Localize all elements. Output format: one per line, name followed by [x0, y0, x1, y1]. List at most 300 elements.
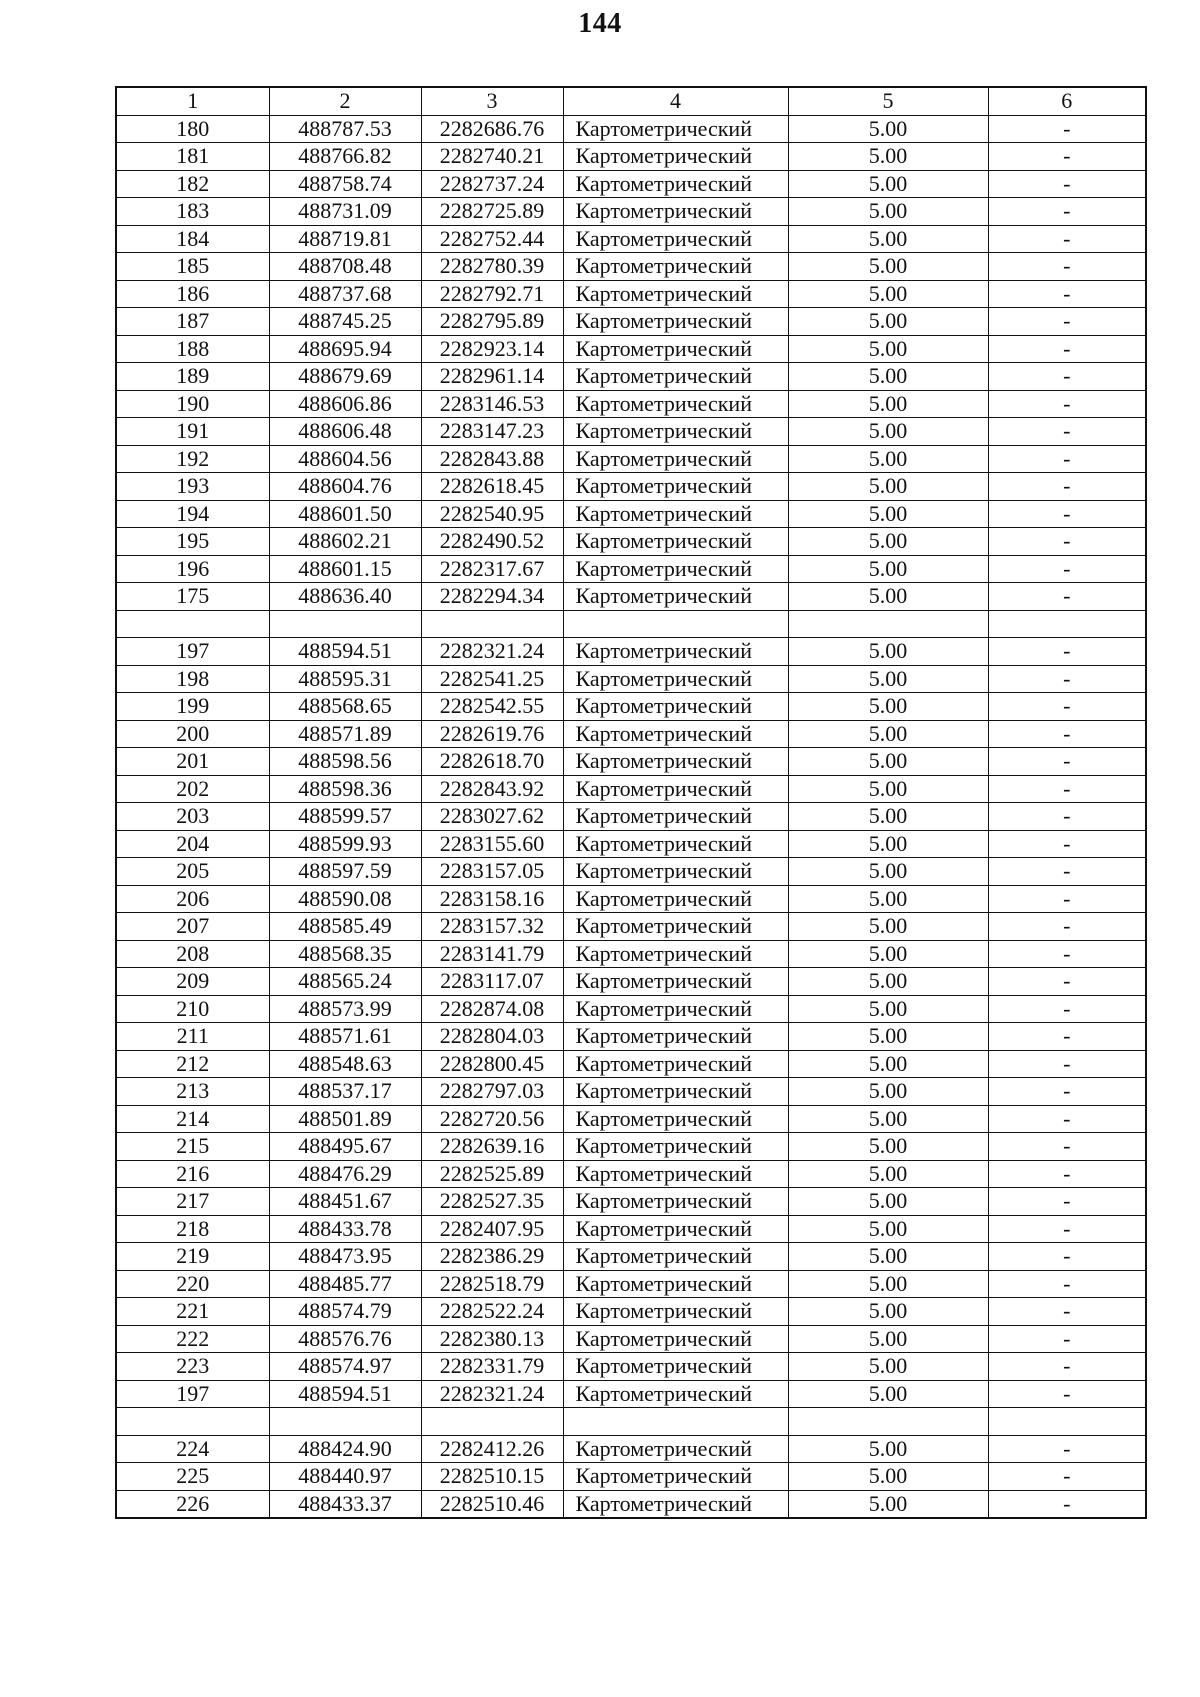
cell-note: - [988, 1078, 1146, 1106]
table-row [116, 335, 1146, 363]
cell-method [563, 1408, 788, 1436]
cell-method: Картометрический [563, 115, 788, 143]
cell-x-coordinate: 488476.29 [269, 1160, 421, 1188]
cell-method: Картометрический [563, 143, 788, 171]
cell-method: Картометрический [563, 1298, 788, 1326]
cell-note: - [988, 1160, 1146, 1188]
cell-x-coordinate: 488537.17 [269, 1078, 421, 1106]
table-row [116, 968, 1146, 996]
cell-method: Картометрический [563, 445, 788, 473]
cell-note: - [988, 803, 1146, 831]
cell-x-coordinate: 488731.09 [269, 198, 421, 226]
cell-method: Картометрический [563, 308, 788, 336]
table-row [116, 693, 1146, 721]
cell-note: - [988, 748, 1146, 776]
cell-note: - [988, 1133, 1146, 1161]
cell-method: Картометрический [563, 555, 788, 583]
table-row [116, 555, 1146, 583]
cell-point-number: 190 [116, 390, 269, 418]
cell-accuracy: 5.00 [788, 803, 988, 831]
cell-note: - [988, 1463, 1146, 1491]
header-cell-6: 6 [988, 87, 1146, 115]
cell-point-number: 225 [116, 1463, 269, 1491]
cell-x-coordinate: 488719.81 [269, 225, 421, 253]
header-cell-2: 2 [269, 87, 421, 115]
header-row [116, 87, 1146, 115]
cell-point-number: 207 [116, 913, 269, 941]
cell-y-coordinate: 2282386.29 [421, 1243, 563, 1271]
cell-accuracy: 5.00 [788, 748, 988, 776]
cell-note: - [988, 1380, 1146, 1408]
cell-x-coordinate: 488571.89 [269, 720, 421, 748]
cell-point-number: 196 [116, 555, 269, 583]
cell-method: Картометрический [563, 198, 788, 226]
cell-accuracy: 5.00 [788, 198, 988, 226]
cell-point-number: 212 [116, 1050, 269, 1078]
cell-x-coordinate: 488602.21 [269, 528, 421, 556]
cell-accuracy: 5.00 [788, 225, 988, 253]
cell-note: - [988, 1435, 1146, 1463]
table-row [116, 1435, 1146, 1463]
cell-x-coordinate: 488636.40 [269, 583, 421, 611]
table-row [116, 583, 1146, 611]
cell-y-coordinate: 2282542.55 [421, 693, 563, 721]
cell-x-coordinate: 488433.37 [269, 1490, 421, 1518]
cell-point-number: 217 [116, 1188, 269, 1216]
cell-accuracy: 5.00 [788, 1050, 988, 1078]
table-row [116, 1380, 1146, 1408]
cell-accuracy: 5.00 [788, 1023, 988, 1051]
cell-accuracy: 5.00 [788, 170, 988, 198]
cell-accuracy: 5.00 [788, 308, 988, 336]
cell-x-coordinate: 488787.53 [269, 115, 421, 143]
cell-y-coordinate: 2282804.03 [421, 1023, 563, 1051]
cell-y-coordinate: 2283146.53 [421, 390, 563, 418]
cell-method: Картометрический [563, 1188, 788, 1216]
cell-method: Картометрический [563, 665, 788, 693]
cell-x-coordinate: 488595.31 [269, 665, 421, 693]
cell-y-coordinate: 2283158.16 [421, 885, 563, 913]
cell-note: - [988, 1490, 1146, 1518]
table-row [116, 500, 1146, 528]
table-row [116, 913, 1146, 941]
cell-method: Картометрический [563, 913, 788, 941]
table-row [116, 363, 1146, 391]
cell-x-coordinate: 488548.63 [269, 1050, 421, 1078]
table-row [116, 1105, 1146, 1133]
cell-x-coordinate: 488737.68 [269, 280, 421, 308]
table-row [116, 1353, 1146, 1381]
cell-y-coordinate: 2282843.92 [421, 775, 563, 803]
cell-accuracy: 5.00 [788, 528, 988, 556]
cell-point-number [116, 1408, 269, 1436]
cell-note: - [988, 1050, 1146, 1078]
cell-y-coordinate: 2283027.62 [421, 803, 563, 831]
cell-y-coordinate: 2282800.45 [421, 1050, 563, 1078]
table-row [116, 775, 1146, 803]
cell-point-number: 226 [116, 1490, 269, 1518]
cell-accuracy: 5.00 [788, 1188, 988, 1216]
cell-method: Картометрический [563, 418, 788, 446]
cell-accuracy: 5.00 [788, 500, 988, 528]
page-number: 144 [578, 8, 622, 39]
cell-method: Картометрический [563, 693, 788, 721]
cell-method: Картометрический [563, 170, 788, 198]
cell-method: Картометрический [563, 528, 788, 556]
cell-y-coordinate: 2282737.24 [421, 170, 563, 198]
cell-point-number: 223 [116, 1353, 269, 1381]
cell-method: Картометрический [563, 583, 788, 611]
cell-accuracy: 5.00 [788, 858, 988, 886]
header-cell-1: 1 [116, 87, 269, 115]
table-header [116, 87, 1146, 115]
cell-note: - [988, 445, 1146, 473]
table-row [116, 885, 1146, 913]
cell-method: Картометрический [563, 363, 788, 391]
table-row [116, 280, 1146, 308]
cell-accuracy: 5.00 [788, 693, 988, 721]
table-row [116, 170, 1146, 198]
cell-method: Картометрический [563, 1023, 788, 1051]
cell-x-coordinate: 488695.94 [269, 335, 421, 363]
cell-point-number: 185 [116, 253, 269, 281]
cell-accuracy: 5.00 [788, 1353, 988, 1381]
coordinates-table [115, 86, 1147, 1519]
table-row [116, 720, 1146, 748]
cell-x-coordinate: 488758.74 [269, 170, 421, 198]
cell-accuracy: 5.00 [788, 1078, 988, 1106]
cell-note: - [988, 968, 1146, 996]
cell-x-coordinate: 488590.08 [269, 885, 421, 913]
cell-x-coordinate: 488598.36 [269, 775, 421, 803]
cell-x-coordinate: 488604.56 [269, 445, 421, 473]
cell-note: - [988, 858, 1146, 886]
cell-note: - [988, 775, 1146, 803]
cell-y-coordinate: 2283117.07 [421, 968, 563, 996]
cell-x-coordinate: 488573.99 [269, 995, 421, 1023]
cell-method: Картометрический [563, 280, 788, 308]
cell-x-coordinate: 488451.67 [269, 1188, 421, 1216]
cell-y-coordinate: 2282510.46 [421, 1490, 563, 1518]
table-row [116, 115, 1146, 143]
cell-x-coordinate: 488568.65 [269, 693, 421, 721]
cell-x-coordinate: 488594.51 [269, 638, 421, 666]
cell-point-number: 219 [116, 1243, 269, 1271]
cell-point-number: 175 [116, 583, 269, 611]
header-cell-3: 3 [421, 87, 563, 115]
table-row [116, 1078, 1146, 1106]
cell-y-coordinate: 2283157.32 [421, 913, 563, 941]
cell-x-coordinate: 488473.95 [269, 1243, 421, 1271]
cell-note: - [988, 390, 1146, 418]
cell-point-number: 213 [116, 1078, 269, 1106]
cell-x-coordinate: 488598.56 [269, 748, 421, 776]
cell-point-number: 206 [116, 885, 269, 913]
cell-accuracy: 5.00 [788, 418, 988, 446]
cell-method: Картометрический [563, 1050, 788, 1078]
cell-point-number: 199 [116, 693, 269, 721]
cell-point-number: 224 [116, 1435, 269, 1463]
cell-note: - [988, 940, 1146, 968]
table-row [116, 1023, 1146, 1051]
cell-point-number: 198 [116, 665, 269, 693]
cell-x-coordinate: 488745.25 [269, 308, 421, 336]
cell-y-coordinate: 2283141.79 [421, 940, 563, 968]
table-row [116, 858, 1146, 886]
table-row [116, 1298, 1146, 1326]
cell-point-number: 200 [116, 720, 269, 748]
cell-y-coordinate: 2283147.23 [421, 418, 563, 446]
header-cell-5: 5 [788, 87, 988, 115]
table-row [116, 995, 1146, 1023]
cell-x-coordinate: 488424.90 [269, 1435, 421, 1463]
cell-point-number: 211 [116, 1023, 269, 1051]
table-row [116, 1160, 1146, 1188]
cell-note: - [988, 885, 1146, 913]
table-row [116, 803, 1146, 831]
cell-y-coordinate: 2282720.56 [421, 1105, 563, 1133]
cell-note: - [988, 1188, 1146, 1216]
table-row [116, 940, 1146, 968]
cell-method: Картометрический [563, 830, 788, 858]
cell-y-coordinate: 2283155.60 [421, 830, 563, 858]
cell-y-coordinate: 2282725.89 [421, 198, 563, 226]
cell-method: Картометрический [563, 1353, 788, 1381]
cell-point-number: 222 [116, 1325, 269, 1353]
cell-y-coordinate [421, 610, 563, 638]
cell-accuracy: 5.00 [788, 1298, 988, 1326]
cell-point-number: 197 [116, 1380, 269, 1408]
cell-accuracy: 5.00 [788, 280, 988, 308]
cell-accuracy: 5.00 [788, 1160, 988, 1188]
cell-x-coordinate: 488433.78 [269, 1215, 421, 1243]
table-row [116, 665, 1146, 693]
cell-x-coordinate: 488708.48 [269, 253, 421, 281]
cell-method: Картометрический [563, 1325, 788, 1353]
cell-accuracy: 5.00 [788, 995, 988, 1023]
cell-note [988, 1408, 1146, 1436]
cell-note: - [988, 115, 1146, 143]
header-cell-4: 4 [563, 87, 788, 115]
cell-point-number: 220 [116, 1270, 269, 1298]
cell-point-number: 191 [116, 418, 269, 446]
table-row [116, 748, 1146, 776]
cell-y-coordinate: 2282792.71 [421, 280, 563, 308]
cell-method: Картометрический [563, 775, 788, 803]
table-row [116, 1408, 1146, 1436]
table-row [116, 225, 1146, 253]
cell-note: - [988, 1325, 1146, 1353]
table-row [116, 390, 1146, 418]
cell-point-number: 214 [116, 1105, 269, 1133]
cell-note: - [988, 830, 1146, 858]
cell-method: Картометрический [563, 1463, 788, 1491]
cell-note: - [988, 665, 1146, 693]
cell-note: - [988, 1270, 1146, 1298]
cell-accuracy: 5.00 [788, 775, 988, 803]
table-row [116, 1133, 1146, 1161]
cell-note: - [988, 555, 1146, 583]
cell-method: Картометрический [563, 1380, 788, 1408]
cell-accuracy: 5.00 [788, 665, 988, 693]
cell-point-number: 210 [116, 995, 269, 1023]
table-row [116, 253, 1146, 281]
cell-note: - [988, 500, 1146, 528]
cell-y-coordinate: 2282527.35 [421, 1188, 563, 1216]
cell-note: - [988, 363, 1146, 391]
cell-y-coordinate: 2282518.79 [421, 1270, 563, 1298]
cell-accuracy: 5.00 [788, 143, 988, 171]
table-row [116, 473, 1146, 501]
cell-method: Картометрический [563, 803, 788, 831]
table-row [116, 1490, 1146, 1518]
cell-note: - [988, 198, 1146, 226]
cell-y-coordinate: 2282618.45 [421, 473, 563, 501]
table-row [116, 1188, 1146, 1216]
cell-accuracy: 5.00 [788, 335, 988, 363]
cell-x-coordinate: 488601.50 [269, 500, 421, 528]
cell-y-coordinate: 2282923.14 [421, 335, 563, 363]
cell-y-coordinate: 2282619.76 [421, 720, 563, 748]
cell-point-number: 183 [116, 198, 269, 226]
table-row [116, 143, 1146, 171]
cell-method: Картометрический [563, 335, 788, 363]
cell-note: - [988, 693, 1146, 721]
cell-note: - [988, 638, 1146, 666]
cell-point-number: 216 [116, 1160, 269, 1188]
cell-point-number: 197 [116, 638, 269, 666]
cell-y-coordinate: 2282752.44 [421, 225, 563, 253]
cell-x-coordinate: 488440.97 [269, 1463, 421, 1491]
cell-point-number: 215 [116, 1133, 269, 1161]
cell-x-coordinate: 488606.86 [269, 390, 421, 418]
cell-y-coordinate: 2282639.16 [421, 1133, 563, 1161]
cell-accuracy: 5.00 [788, 885, 988, 913]
cell-y-coordinate: 2282795.89 [421, 308, 563, 336]
cell-y-coordinate: 2282541.25 [421, 665, 563, 693]
cell-x-coordinate: 488568.35 [269, 940, 421, 968]
table-row [116, 1270, 1146, 1298]
cell-point-number: 188 [116, 335, 269, 363]
cell-x-coordinate: 488485.77 [269, 1270, 421, 1298]
cell-point-number: 209 [116, 968, 269, 996]
table-row [116, 418, 1146, 446]
cell-accuracy: 5.00 [788, 473, 988, 501]
cell-method: Картометрический [563, 1160, 788, 1188]
table-row [116, 1215, 1146, 1243]
cell-y-coordinate: 2282797.03 [421, 1078, 563, 1106]
table-row [116, 445, 1146, 473]
cell-accuracy: 5.00 [788, 555, 988, 583]
cell-accuracy: 5.00 [788, 913, 988, 941]
cell-accuracy [788, 610, 988, 638]
cell-accuracy: 5.00 [788, 1490, 988, 1518]
cell-method: Картометрический [563, 748, 788, 776]
cell-x-coordinate: 488495.67 [269, 1133, 421, 1161]
cell-accuracy: 5.00 [788, 940, 988, 968]
cell-y-coordinate: 2282321.24 [421, 1380, 563, 1408]
cell-accuracy: 5.00 [788, 1215, 988, 1243]
cell-accuracy: 5.00 [788, 968, 988, 996]
cell-accuracy: 5.00 [788, 1133, 988, 1161]
cell-point-number [116, 610, 269, 638]
cell-method: Картометрический [563, 995, 788, 1023]
cell-point-number: 193 [116, 473, 269, 501]
cell-y-coordinate: 2282331.79 [421, 1353, 563, 1381]
table-row [116, 198, 1146, 226]
cell-point-number: 181 [116, 143, 269, 171]
cell-note: - [988, 1023, 1146, 1051]
cell-y-coordinate: 2282510.15 [421, 1463, 563, 1491]
cell-method: Картометрический [563, 1270, 788, 1298]
table-body [116, 115, 1146, 1518]
cell-method: Картометрический [563, 1215, 788, 1243]
cell-note: - [988, 418, 1146, 446]
cell-accuracy: 5.00 [788, 1380, 988, 1408]
cell-point-number: 202 [116, 775, 269, 803]
cell-note: - [988, 335, 1146, 363]
cell-method: Картометрический [563, 1078, 788, 1106]
cell-y-coordinate: 2282540.95 [421, 500, 563, 528]
cell-accuracy: 5.00 [788, 1243, 988, 1271]
cell-method: Картометрический [563, 940, 788, 968]
cell-x-coordinate: 488574.97 [269, 1353, 421, 1381]
cell-note: - [988, 308, 1146, 336]
cell-x-coordinate [269, 610, 421, 638]
cell-point-number: 180 [116, 115, 269, 143]
cell-method: Картометрический [563, 1435, 788, 1463]
cell-note [988, 610, 1146, 638]
cell-point-number: 186 [116, 280, 269, 308]
cell-y-coordinate: 2283157.05 [421, 858, 563, 886]
cell-note: - [988, 1243, 1146, 1271]
cell-x-coordinate: 488597.59 [269, 858, 421, 886]
table-row [116, 528, 1146, 556]
cell-method: Картометрический [563, 390, 788, 418]
cell-method: Картометрический [563, 473, 788, 501]
cell-point-number: 194 [116, 500, 269, 528]
cell-method: Картометрический [563, 858, 788, 886]
cell-point-number: 195 [116, 528, 269, 556]
table-row [116, 610, 1146, 638]
cell-x-coordinate: 488606.48 [269, 418, 421, 446]
cell-y-coordinate: 2282407.95 [421, 1215, 563, 1243]
cell-method: Картометрический [563, 1243, 788, 1271]
table-row [116, 1463, 1146, 1491]
cell-x-coordinate: 488585.49 [269, 913, 421, 941]
table-row [116, 830, 1146, 858]
cell-method: Картометрический [563, 638, 788, 666]
cell-accuracy: 5.00 [788, 1105, 988, 1133]
cell-y-coordinate: 2282522.24 [421, 1298, 563, 1326]
cell-x-coordinate: 488599.57 [269, 803, 421, 831]
cell-accuracy: 5.00 [788, 1435, 988, 1463]
cell-y-coordinate: 2282321.24 [421, 638, 563, 666]
cell-x-coordinate: 488571.61 [269, 1023, 421, 1051]
cell-method: Картометрический [563, 885, 788, 913]
cell-accuracy: 5.00 [788, 830, 988, 858]
cell-note: - [988, 1353, 1146, 1381]
cell-note: - [988, 1105, 1146, 1133]
cell-accuracy: 5.00 [788, 363, 988, 391]
cell-method: Картометрический [563, 1105, 788, 1133]
cell-accuracy: 5.00 [788, 445, 988, 473]
table-row [116, 308, 1146, 336]
cell-accuracy: 5.00 [788, 638, 988, 666]
cell-accuracy: 5.00 [788, 1325, 988, 1353]
cell-accuracy: 5.00 [788, 720, 988, 748]
cell-method: Картометрический [563, 1133, 788, 1161]
